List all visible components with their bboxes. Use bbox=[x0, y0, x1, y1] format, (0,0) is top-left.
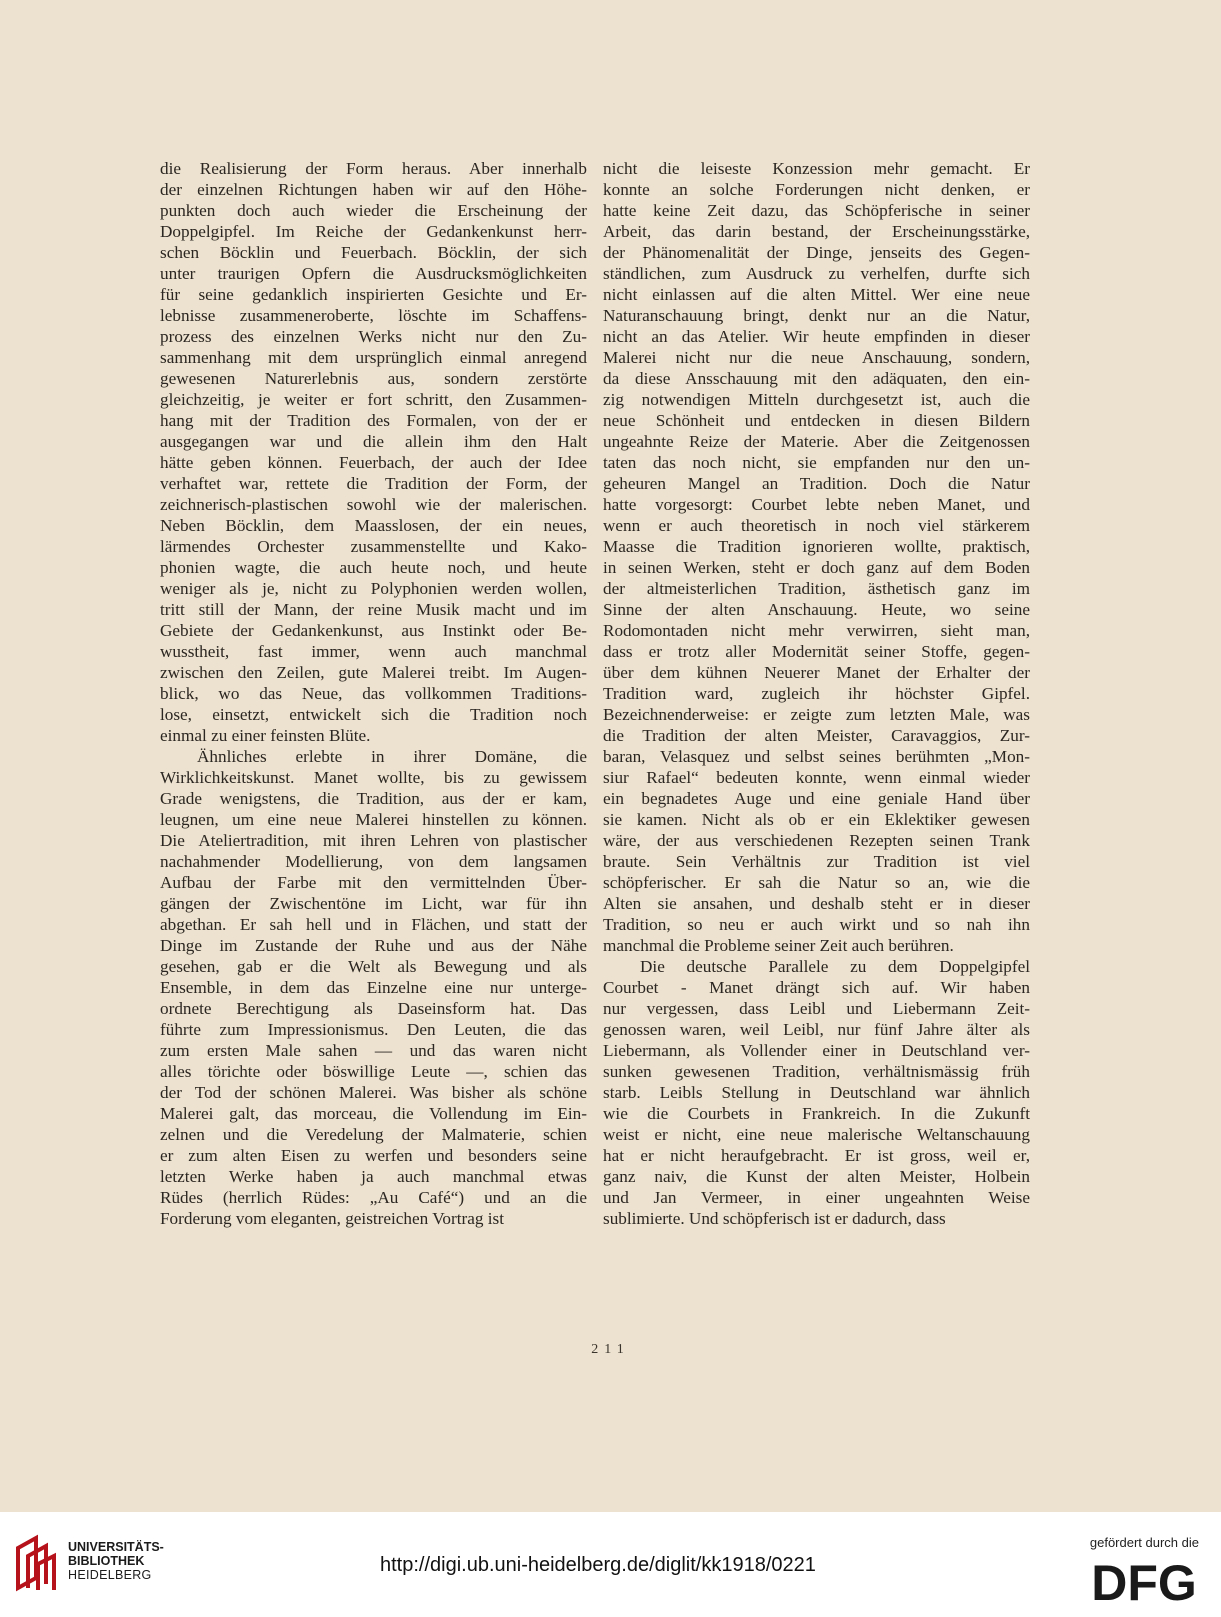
text-line: gleichzeitig, je weiter er fort schritt, den Zusammen- bbox=[160, 390, 587, 409]
text-line: Malerei galt, das morceau, die Vollendung im Ein- bbox=[160, 1104, 587, 1123]
library-name-line-1: UNIVERSITÄTS- bbox=[68, 1540, 164, 1554]
text-line: schöpferischer. Er sah die Natur so an, wie die bbox=[603, 873, 1030, 892]
text-line: prozess des einzelnen Werks nicht nur den Zu- bbox=[160, 327, 587, 346]
text-line: ordnete Berechtigung als Daseinsform hat. Das bbox=[160, 999, 587, 1018]
text-line: nachahmender Modellierung, von dem langsamen bbox=[160, 852, 587, 871]
text-line: sie kamen. Nicht als ob er ein Eklektiker gewesen bbox=[603, 810, 1030, 829]
text-line: Sinne der alten Anschauung. Heute, wo seine bbox=[603, 600, 1030, 619]
text-line: Ähnliches erlebte in ihrer Domäne, die bbox=[197, 747, 587, 766]
library-name-line-3: HEIDELBERG bbox=[68, 1568, 152, 1582]
text-line: ständlichen, zum Ausdruck zu verhelfen, durfte sich bbox=[603, 264, 1030, 283]
text-line: Grade wenigstens, die Tradition, aus der er kam, bbox=[160, 789, 587, 808]
text-line: Maasse die Tradition ignorieren wollte, praktisch, bbox=[603, 537, 1030, 556]
text-line: lärmendes Orchester zusammenstellte und Kako- bbox=[160, 537, 587, 556]
text-line: und Jan Vermeer, in einer ungeahnten Weise bbox=[603, 1188, 1030, 1207]
text-line: Dinge im Zustande der Ruhe und aus der Nähe bbox=[160, 936, 587, 955]
text-line: Tradition, so neu er auch wirkt und so nah ihn bbox=[603, 915, 1030, 934]
text-line: nicht die leiseste Konzession mehr gemacht. Er bbox=[603, 159, 1030, 178]
text-line: konnte an solche Forderungen nicht denken, er bbox=[603, 180, 1030, 199]
text-line: neue Schönheit und entdecken in diesen Bildern bbox=[603, 411, 1030, 430]
left-text-column bbox=[160, 158, 587, 1229]
text-line: Neben Böcklin, dem Maasslosen, der ein neues, bbox=[160, 516, 587, 535]
text-line: gesehen, gab er die Welt als Bewegung und als bbox=[160, 957, 587, 976]
text-line: schen Böcklin und Feuerbach. Böcklin, der sich bbox=[160, 243, 587, 262]
text-line: starb. Leibls Stellung in Deutschland war ähnlich bbox=[603, 1083, 1030, 1102]
text-line: wäre, der aus verschiedenen Rezepten seinen Trank bbox=[603, 831, 1030, 850]
text-line: leugnen, um eine neue Malerei hinstellen zu können. bbox=[160, 810, 587, 829]
text-line: hätte geben können. Feuerbach, der auch der Idee bbox=[160, 453, 587, 472]
text-line: ein begnadetes Auge und eine geniale Hand über bbox=[603, 789, 1030, 808]
text-line: der Phänomenalität der Dinge, jenseits des Gegen- bbox=[603, 243, 1030, 262]
text-line: Doppelgipfel. Im Reiche der Gedankenkunst herr- bbox=[160, 222, 587, 241]
text-line: taten das noch nicht, sie empfanden nur den un- bbox=[603, 453, 1030, 472]
text-line: Naturanschauung bringt, denkt nur an die Natur, bbox=[603, 306, 1030, 325]
text-line: tritt still der Mann, der reine Musik macht und im bbox=[160, 600, 587, 619]
text-line: Die Ateliertradition, mit ihren Lehren von plastischer bbox=[160, 831, 587, 850]
text-line: phonien wagte, die auch heute noch, und heute bbox=[160, 558, 587, 577]
text-line: weniger als je, nicht zu Polyphonien werden wollen, bbox=[160, 579, 587, 598]
text-line: gängen der Zwischentöne im Licht, war für ihn bbox=[160, 894, 587, 913]
text-line: zum ersten Male sahen — und das waren nicht bbox=[160, 1041, 587, 1060]
text-line: weist er nicht, eine neue malerische Weltanschauung bbox=[603, 1125, 1030, 1144]
text-line: siur Rafael“ bedeuten konnte, wenn einmal wieder bbox=[603, 768, 1030, 787]
text-line: in seinen Werken, steht er doch ganz auf dem Boden bbox=[603, 558, 1030, 577]
text-line: ausgegangen war und die allein ihm den Halt bbox=[160, 432, 587, 451]
text-line: Rüdes (herrlich Rüdes: „Au Café“) und an die bbox=[160, 1188, 587, 1207]
text-line: Tradition ward, zugleich ihr höchster Gipfel. bbox=[603, 684, 1030, 703]
text-line: nur vergessen, dass Leibl und Liebermann Zeit- bbox=[603, 999, 1030, 1018]
text-line: punkten doch auch wieder die Erscheinung der bbox=[160, 201, 587, 220]
dfg-logo-text: DFG bbox=[1091, 1556, 1197, 1604]
library-name bbox=[68, 1540, 164, 1582]
text-line: Malerei nicht nur die neue Anschauung, sondern, bbox=[603, 348, 1030, 367]
text-line: nicht an das Atelier. Wir heute empfinden in dieser bbox=[603, 327, 1030, 346]
text-line: Ensemble, in dem das Einzelne eine nur unterge- bbox=[160, 978, 587, 997]
text-line: blick, wo das Neue, das vollkommen Traditions- bbox=[160, 684, 587, 703]
text-line: nicht einlassen auf die alten Mittel. Wer eine neue bbox=[603, 285, 1030, 304]
text-line: sunken gewesenen Tradition, verhältnismässig früh bbox=[603, 1062, 1030, 1081]
text-line: Forderung vom eleganten, geistreichen Vortrag ist bbox=[160, 1209, 504, 1228]
text-line: manchmal die Probleme seiner Zeit auch berühren. bbox=[603, 936, 954, 955]
text-line: ganz naiv, die Kunst der alten Meister, Holbein bbox=[603, 1167, 1030, 1186]
text-line: geheuren Mangel an Tradition. Doch die Natur bbox=[603, 474, 1030, 493]
text-line: Rodomontaden nicht mehr verwirren, sieht man, bbox=[603, 621, 1030, 640]
dfg-logo-icon bbox=[1089, 1556, 1199, 1604]
text-line: genossen waren, weil Leibl, nur fünf Jahre älter als bbox=[603, 1020, 1030, 1039]
library-name-line-2: BIBLIOTHEK bbox=[68, 1554, 145, 1568]
text-line: Liebermann, als Vollender einer in Deutschland ver- bbox=[603, 1041, 1030, 1060]
text-line: Courbet - Manet drängt sich auf. Wir haben bbox=[603, 978, 1030, 997]
text-line: sublimierte. Und schöpferisch ist er dadurch, dass bbox=[603, 1209, 946, 1228]
text-line: hatte keine Zeit dazu, das Schöpferische in seiner bbox=[603, 201, 1030, 220]
source-url-link[interactable]: http://digi.ub.uni-heidelberg.de/diglit/kk1918/0221 bbox=[380, 1554, 816, 1576]
text-line: abgethan. Er sah hell und in Flächen, und statt der bbox=[160, 915, 587, 934]
text-line: Gebiete der Gedankenkunst, aus Instinkt oder Be- bbox=[160, 621, 587, 640]
text-line: dass er trotz aller Modernität seiner Stoffe, gegen- bbox=[603, 642, 1030, 661]
text-line: alles törichte oder böswillige Leute —, schien das bbox=[160, 1062, 587, 1081]
text-line: er zum alten Eisen zu werfen und besonders seine bbox=[160, 1146, 587, 1165]
text-line: sammenhang mit dem ursprünglich einmal anregend bbox=[160, 348, 587, 367]
text-line: lose, einsetzt, entwickelt sich die Tradition noch bbox=[160, 705, 587, 724]
text-line: baran, Velasquez und selbst seines berühmten „Mon- bbox=[603, 747, 1030, 766]
text-line: verhaftet war, rettete die Tradition der Form, der bbox=[160, 474, 587, 493]
text-line: da diese Ansschauung mit den adäquaten, den ein- bbox=[603, 369, 1030, 388]
text-line: hang mit der Tradition des Formalen, von der er bbox=[160, 411, 587, 430]
text-line: Alten sie ansahen, und deshalb steht er in dieser bbox=[603, 894, 1030, 913]
library-logo-icon bbox=[14, 1534, 58, 1592]
text-line: hat er nicht heraufgebracht. Er ist gross, weil er, bbox=[603, 1146, 1030, 1165]
text-line: Bezeichnenderweise: er zeigte zum letzten Male, was bbox=[603, 705, 1030, 724]
text-line: führte zum Impressionismus. Den Leuten, die das bbox=[160, 1020, 587, 1039]
text-line: einmal zu einer feinsten Blüte. bbox=[160, 726, 371, 745]
text-line: gewesenen Naturerlebnis aus, sondern zerstörte bbox=[160, 369, 587, 388]
text-line: wusstheit, fast immer, wenn auch manchmal bbox=[160, 642, 587, 661]
text-line: der Tod der schönen Malerei. Was bisher als schöne bbox=[160, 1083, 587, 1102]
text-line: ungeahnte Reize der Materie. Aber die Zeitgenossen bbox=[603, 432, 1030, 451]
digitization-footer bbox=[0, 1512, 1221, 1617]
text-line: zelnen und die Veredelung der Malmaterie, schien bbox=[160, 1125, 587, 1144]
text-line: über dem kühnen Neuerer Manet der Erhalter der bbox=[603, 663, 1030, 682]
text-line: die Tradition der alten Meister, Caravaggios, Zur- bbox=[603, 726, 1030, 745]
text-line: der einzelnen Richtungen haben wir auf den Höhe- bbox=[160, 180, 587, 199]
text-line: hatte vorgesorgt: Courbet lebte neben Manet, und bbox=[603, 495, 1030, 514]
text-line: Aufbau der Farbe mit den vermittelnden Über- bbox=[160, 873, 587, 892]
text-line: wenn er auch theoretisch in noch viel stärkerem bbox=[603, 516, 1030, 535]
page-number: 211 bbox=[591, 1342, 630, 1357]
right-text-column bbox=[603, 158, 1030, 1229]
text-line: Wirklichkeitskunst. Manet wollte, bis zu gewissem bbox=[160, 768, 587, 787]
text-line: unter traurigen Opfern die Ausdrucksmöglichkeiten bbox=[160, 264, 587, 283]
text-line: zig notwendigen Mitteln durchgesetzt ist, auch die bbox=[603, 390, 1030, 409]
text-line: zwischen den Zeilen, gute Malerei treibt. Im Augen- bbox=[160, 663, 587, 682]
text-line: die Realisierung der Form heraus. Aber innerhalb bbox=[160, 159, 587, 178]
text-line: letzten Werke haben ja auch manchmal etwas bbox=[160, 1167, 587, 1186]
text-line: für seine gedanklich inspirierten Gesichte und Er- bbox=[160, 285, 587, 304]
text-line: wie die Courbets in Frankreich. In die Zukunft bbox=[603, 1104, 1030, 1123]
text-line: lebnisse zusammeneroberte, löschte im Schaffens- bbox=[160, 306, 587, 325]
text-line: der altmeisterlichen Tradition, ästhetisch ganz im bbox=[603, 579, 1030, 598]
sponsor-text: gefördert durch die bbox=[1089, 1535, 1199, 1550]
text-line: Arbeit, das darin bestand, der Erscheinungsstärke, bbox=[603, 222, 1030, 241]
text-line: Die deutsche Parallele zu dem Doppelgipfel bbox=[640, 957, 1030, 976]
text-line: braute. Sein Verhältnis zur Tradition ist viel bbox=[603, 852, 1030, 871]
text-line: zeichnerisch-plastischen sowohl wie der malerischen. bbox=[160, 495, 587, 514]
